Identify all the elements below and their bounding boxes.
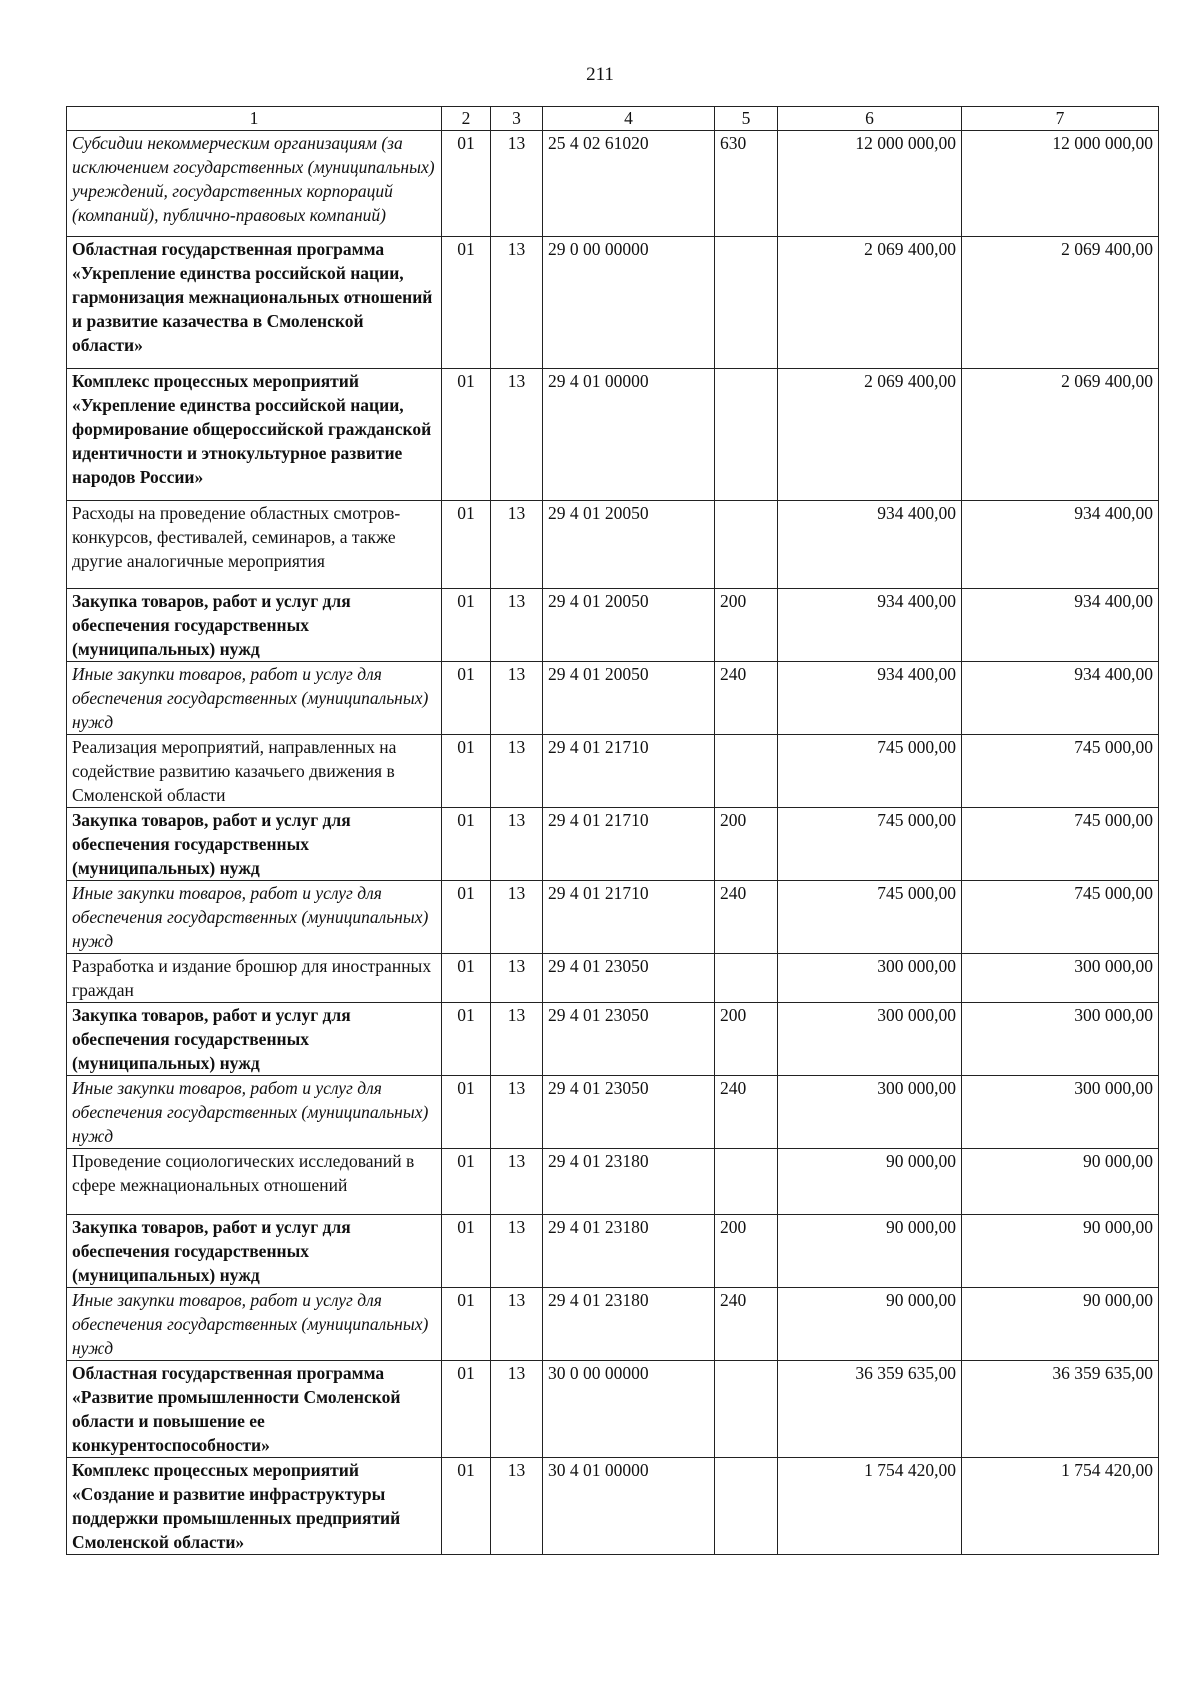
table-row — [67, 735, 1159, 808]
target-article-code: 29 4 01 20050 — [543, 662, 715, 735]
column-header: 4 — [543, 107, 715, 131]
amount-year-1: 745 000,00 — [778, 881, 962, 954]
expense-type-code — [715, 954, 778, 1003]
amount-year-1: 90 000,00 — [778, 1215, 962, 1288]
row-name: Разработка и издание брошюр для иностранных граждан — [67, 954, 442, 1003]
amount-year-2: 2 069 400,00 — [962, 237, 1159, 369]
amount-year-2: 934 400,00 — [962, 589, 1159, 662]
subsection-code: 13 — [491, 1288, 543, 1361]
column-header: 3 — [491, 107, 543, 131]
subsection-code: 13 — [491, 501, 543, 589]
subsection-code: 13 — [491, 1003, 543, 1076]
amount-year-2: 1 754 420,00 — [962, 1458, 1159, 1555]
amount-year-1: 300 000,00 — [778, 1003, 962, 1076]
section-code: 01 — [442, 369, 491, 501]
subsection-code: 13 — [491, 735, 543, 808]
table-body — [67, 131, 1159, 1555]
amount-year-2: 2 069 400,00 — [962, 369, 1159, 501]
row-name: Расходы на проведение областных смотров-конкурсов, фестивалей, семинаров, а также другие аналогичные мероприятия — [67, 501, 442, 589]
subsection-code: 13 — [491, 662, 543, 735]
section-code: 01 — [442, 501, 491, 589]
subsection-code: 13 — [491, 369, 543, 501]
row-name: Закупка товаров, работ и услуг для обеспечения государственных (муниципальных) нужд — [67, 1003, 442, 1076]
expense-type-code: 630 — [715, 131, 778, 237]
target-article-code: 29 0 00 00000 — [543, 237, 715, 369]
table-row — [67, 1458, 1159, 1555]
row-name: Иные закупки товаров, работ и услуг для обеспечения государственных (муниципальных) нужд — [67, 662, 442, 735]
table-row — [67, 501, 1159, 589]
table-row — [67, 589, 1159, 662]
row-name: Субсидии некоммерческим организациям (за исключением государственных (муниципальных) учреждений, государственных корпораций (компаний), публично-правовых компаний) — [67, 131, 442, 237]
subsection-code: 13 — [491, 808, 543, 881]
subsection-code: 13 — [491, 589, 543, 662]
table-row — [67, 881, 1159, 954]
target-article-code: 29 4 01 20050 — [543, 501, 715, 589]
amount-year-1: 1 754 420,00 — [778, 1458, 962, 1555]
amount-year-1: 2 069 400,00 — [778, 369, 962, 501]
expense-type-code — [715, 501, 778, 589]
row-name: Закупка товаров, работ и услуг для обеспечения государственных (муниципальных) нужд — [67, 589, 442, 662]
section-code: 01 — [442, 237, 491, 369]
amount-year-2: 90 000,00 — [962, 1215, 1159, 1288]
amount-year-2: 745 000,00 — [962, 735, 1159, 808]
section-code: 01 — [442, 1003, 491, 1076]
expense-type-code — [715, 237, 778, 369]
table-row — [67, 1076, 1159, 1149]
subsection-code: 13 — [491, 131, 543, 237]
section-code: 01 — [442, 1458, 491, 1555]
target-article-code: 29 4 01 23050 — [543, 954, 715, 1003]
target-article-code: 29 4 01 00000 — [543, 369, 715, 501]
table-row — [67, 237, 1159, 369]
page-number: 211 — [586, 64, 614, 85]
target-article-code: 29 4 01 21710 — [543, 808, 715, 881]
subsection-code: 13 — [491, 1076, 543, 1149]
expense-type-code: 240 — [715, 662, 778, 735]
section-code: 01 — [442, 808, 491, 881]
row-name: Комплекс процессных мероприятий «Создание и развитие инфраструктуры поддержки промышленных предприятий Смоленской области» — [67, 1458, 442, 1555]
expense-type-code: 240 — [715, 881, 778, 954]
amount-year-2: 745 000,00 — [962, 881, 1159, 954]
expense-type-code: 240 — [715, 1076, 778, 1149]
column-header: 5 — [715, 107, 778, 131]
row-name: Закупка товаров, работ и услуг для обеспечения государственных (муниципальных) нужд — [67, 1215, 442, 1288]
target-article-code: 29 4 01 23180 — [543, 1288, 715, 1361]
expense-type-code — [715, 1361, 778, 1458]
amount-year-2: 934 400,00 — [962, 501, 1159, 589]
amount-year-1: 2 069 400,00 — [778, 237, 962, 369]
amount-year-2: 745 000,00 — [962, 808, 1159, 881]
section-code: 01 — [442, 881, 491, 954]
row-name: Комплекс процессных мероприятий «Укрепление единства российской нации, формирование общероссийской гражданской идентичности и этнокультурное развитие народов России» — [67, 369, 442, 501]
section-code: 01 — [442, 131, 491, 237]
row-name: Областная государственная программа «Развитие промышленности Смоленской области и повышение ее конкурентоспособности» — [67, 1361, 442, 1458]
column-header: 2 — [442, 107, 491, 131]
row-name: Иные закупки товаров, работ и услуг для обеспечения государственных (муниципальных) нужд — [67, 1076, 442, 1149]
expense-type-code — [715, 369, 778, 501]
subsection-code: 13 — [491, 237, 543, 369]
table-row — [67, 1149, 1159, 1215]
row-name: Иные закупки товаров, работ и услуг для обеспечения государственных (муниципальных) нужд — [67, 881, 442, 954]
table-row — [67, 1003, 1159, 1076]
subsection-code: 13 — [491, 1215, 543, 1288]
expense-type-code: 200 — [715, 808, 778, 881]
amount-year-2: 90 000,00 — [962, 1149, 1159, 1215]
amount-year-1: 36 359 635,00 — [778, 1361, 962, 1458]
amount-year-1: 300 000,00 — [778, 1076, 962, 1149]
table-row — [67, 808, 1159, 881]
target-article-code: 29 4 01 21710 — [543, 881, 715, 954]
amount-year-1: 934 400,00 — [778, 589, 962, 662]
section-code: 01 — [442, 1288, 491, 1361]
column-header: 1 — [67, 107, 442, 131]
section-code: 01 — [442, 1149, 491, 1215]
section-code: 01 — [442, 1361, 491, 1458]
table-header-row — [67, 107, 1159, 131]
amount-year-1: 934 400,00 — [778, 501, 962, 589]
section-code: 01 — [442, 735, 491, 808]
target-article-code: 29 4 01 23180 — [543, 1215, 715, 1288]
table-row — [67, 1288, 1159, 1361]
amount-year-1: 300 000,00 — [778, 954, 962, 1003]
budget-table — [66, 106, 1159, 1555]
table-row — [67, 369, 1159, 501]
target-article-code: 30 4 01 00000 — [543, 1458, 715, 1555]
table-row — [67, 954, 1159, 1003]
column-header: 7 — [962, 107, 1159, 131]
target-article-code: 29 4 01 21710 — [543, 735, 715, 808]
section-code: 01 — [442, 662, 491, 735]
amount-year-2: 300 000,00 — [962, 1076, 1159, 1149]
section-code: 01 — [442, 954, 491, 1003]
amount-year-2: 36 359 635,00 — [962, 1361, 1159, 1458]
target-article-code: 29 4 01 23050 — [543, 1003, 715, 1076]
expense-type-code — [715, 735, 778, 808]
target-article-code: 30 0 00 00000 — [543, 1361, 715, 1458]
row-name: Иные закупки товаров, работ и услуг для обеспечения государственных (муниципальных) нужд — [67, 1288, 442, 1361]
expense-type-code: 240 — [715, 1288, 778, 1361]
amount-year-2: 300 000,00 — [962, 954, 1159, 1003]
subsection-code: 13 — [491, 954, 543, 1003]
amount-year-1: 12 000 000,00 — [778, 131, 962, 237]
amount-year-1: 745 000,00 — [778, 735, 962, 808]
amount-year-2: 90 000,00 — [962, 1288, 1159, 1361]
table-row — [67, 131, 1159, 237]
table-row — [67, 1361, 1159, 1458]
target-article-code: 29 4 01 23050 — [543, 1076, 715, 1149]
expense-type-code: 200 — [715, 589, 778, 662]
column-header: 6 — [778, 107, 962, 131]
amount-year-2: 300 000,00 — [962, 1003, 1159, 1076]
amount-year-1: 745 000,00 — [778, 808, 962, 881]
section-code: 01 — [442, 1215, 491, 1288]
subsection-code: 13 — [491, 881, 543, 954]
amount-year-2: 12 000 000,00 — [962, 131, 1159, 237]
subsection-code: 13 — [491, 1458, 543, 1555]
section-code: 01 — [442, 1076, 491, 1149]
target-article-code: 25 4 02 61020 — [543, 131, 715, 237]
table-row — [67, 662, 1159, 735]
expense-type-code: 200 — [715, 1003, 778, 1076]
table-row — [67, 1215, 1159, 1288]
expense-type-code — [715, 1149, 778, 1215]
amount-year-2: 934 400,00 — [962, 662, 1159, 735]
row-name: Областная государственная программа «Укрепление единства российской нации, гармонизация межнациональных отношений и развитие казачества в Смоленской области» — [67, 237, 442, 369]
target-article-code: 29 4 01 20050 — [543, 589, 715, 662]
subsection-code: 13 — [491, 1361, 543, 1458]
amount-year-1: 934 400,00 — [778, 662, 962, 735]
amount-year-1: 90 000,00 — [778, 1288, 962, 1361]
row-name: Проведение социологических исследований в сфере межнациональных отношений — [67, 1149, 442, 1215]
target-article-code: 29 4 01 23180 — [543, 1149, 715, 1215]
expense-type-code: 200 — [715, 1215, 778, 1288]
amount-year-1: 90 000,00 — [778, 1149, 962, 1215]
row-name: Закупка товаров, работ и услуг для обеспечения государственных (муниципальных) нужд — [67, 808, 442, 881]
expense-type-code — [715, 1458, 778, 1555]
row-name: Реализация мероприятий, направленных на содействие развитию казачьего движения в Смоленской области — [67, 735, 442, 808]
subsection-code: 13 — [491, 1149, 543, 1215]
section-code: 01 — [442, 589, 491, 662]
